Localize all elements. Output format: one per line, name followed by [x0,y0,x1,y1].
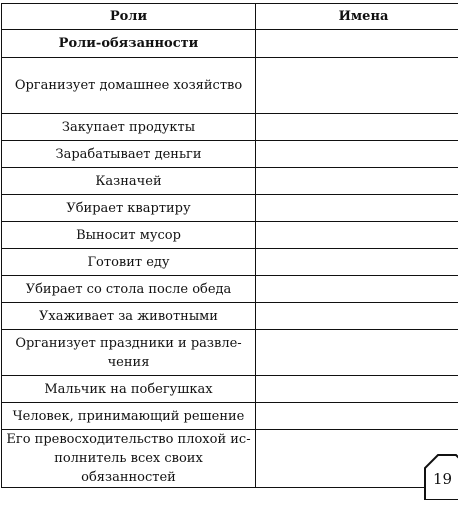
name-cell[interactable] [256,303,458,330]
role-cell: Мальчик на побегушках [2,376,256,403]
table-row [2,58,458,114]
page-number: 19 [433,470,453,488]
name-cell[interactable] [256,330,458,376]
table-header-row [2,4,458,30]
table-row [2,376,458,403]
table-row [2,330,458,376]
table-row [2,249,458,276]
table-row [2,430,458,488]
table-row [2,222,458,249]
table-row [2,403,458,430]
name-cell[interactable] [256,222,458,249]
role-cell: Казначей [2,168,256,195]
role-cell: Зарабатывает деньги [2,141,256,168]
name-cell[interactable] [256,403,458,430]
name-cell[interactable] [256,249,458,276]
name-cell[interactable] [256,168,458,195]
roles-table [1,3,458,488]
table-row [2,303,458,330]
role-cell: Роли-обязанности [2,30,256,58]
role-cell: Его превосходительство плохой ис- полнитель всех своих обязанностей [2,430,256,488]
role-cell: Ухаживает за животными [2,303,256,330]
role-cell: Убирает со стола после обеда [2,276,256,303]
role-cell: Готовит еду [2,249,256,276]
role-cell: Организует домашнее хозяйство [2,58,256,114]
table-row [2,141,458,168]
role-cell: Выносит мусор [2,222,256,249]
role-cell: Организует праздники и развле- чения [2,330,256,376]
table-row [2,114,458,141]
table-row [2,30,458,58]
table-row [2,168,458,195]
header-roles: Роли [2,4,256,30]
name-cell[interactable] [256,58,458,114]
name-cell[interactable] [256,195,458,222]
name-cell[interactable] [256,376,458,403]
role-cell: Убирает квартиру [2,195,256,222]
table-row [2,195,458,222]
header-names: Имена [256,4,458,30]
role-cell: Человек, принимающий решение [2,403,256,430]
table-row [2,276,458,303]
role-cell: Закупает продукты [2,114,256,141]
name-cell[interactable] [256,114,458,141]
name-cell[interactable] [256,276,458,303]
roles-table-container [1,3,453,488]
name-cell[interactable] [256,141,458,168]
name-cell[interactable] [256,30,458,58]
